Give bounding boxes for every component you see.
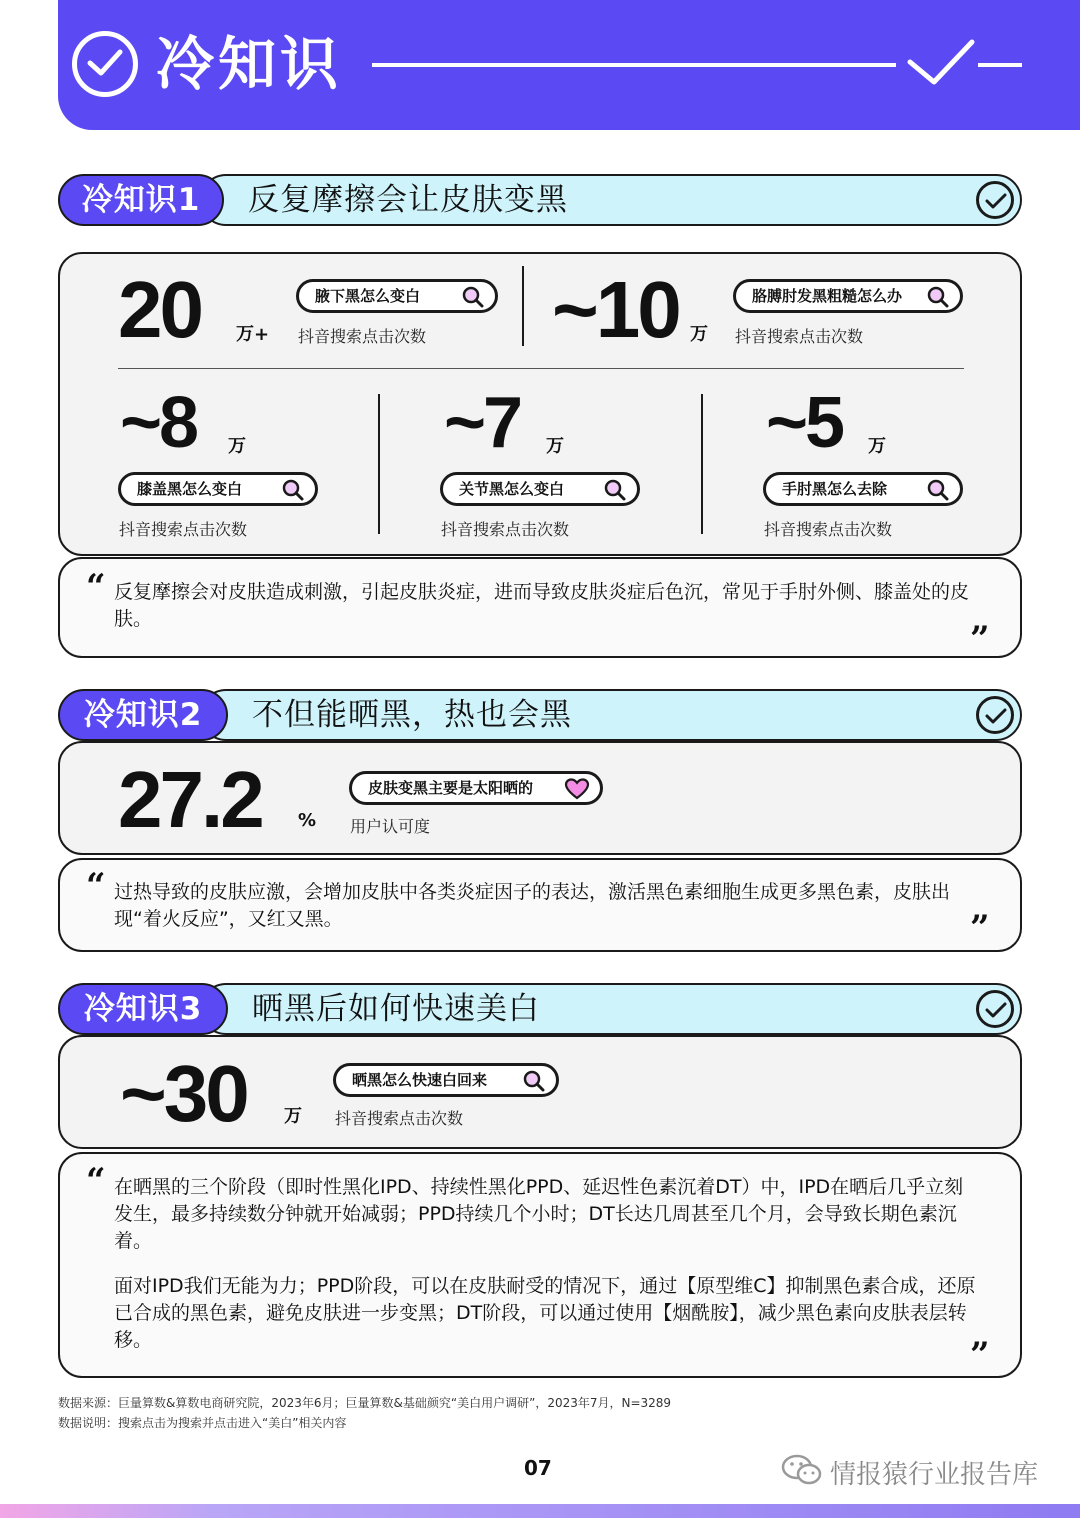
stat-caption: 抖音搜索点击次数: [119, 520, 248, 539]
check-icon: [906, 38, 976, 86]
data-note: 数据说明：搜索点击为搜索并点击进入“美白”相关内容: [58, 1416, 347, 1430]
section-title: 不但能晒黑，热也会黑: [252, 697, 572, 733]
stat-value: ~5: [766, 383, 843, 463]
divider: [378, 394, 380, 534]
search-icon: [603, 478, 627, 502]
search-pill: [440, 472, 640, 506]
stat-value: ~10: [552, 265, 679, 354]
check-circle-icon: [976, 181, 1014, 219]
section-title: 晒黑后如何快速美白: [252, 991, 540, 1027]
search-pill: [733, 279, 963, 313]
close-quote-icon: ”: [970, 1335, 990, 1375]
divider: [522, 266, 524, 346]
stat-value: 20: [118, 265, 201, 354]
quote-text: 在晒黑的三个阶段（即时性黑化IPD、持续性黑化PPD、延迟性色素沉着DT）中，IPD在晒后几乎立刻发生，最多持续数分钟就开始减弱；PPD持续几个小时；DT长达几周甚至几个月，会导致长期色素沉着。: [114, 1176, 964, 1252]
stat-caption: 抖音搜索点击次数: [298, 327, 427, 346]
page-number: 07: [524, 1456, 552, 1480]
stat-caption: 用户认可度: [350, 817, 431, 836]
bottom-gradient-bar: [0, 1504, 1080, 1518]
search-pill: [333, 1063, 559, 1097]
stat-value: 27.2: [118, 755, 262, 844]
stat-caption: 抖音搜索点击次数: [764, 520, 893, 539]
quote-text: 过热导致的皮肤应激，会增加皮肤中各类炎症因子的表达，激活黑色素细胞生成更多黑色素，皮肤出现“着火反应”，又红又黑。: [114, 881, 951, 930]
stat-value: ~8: [120, 383, 197, 463]
opinion-text: 皮肤变黑主要是太阳晒的: [368, 779, 534, 797]
check-circle-icon: [976, 696, 1014, 734]
search-query: 手肘黑怎么去除: [782, 480, 888, 498]
search-icon: [926, 285, 950, 309]
divider: [118, 368, 964, 369]
open-quote-icon: “: [86, 1161, 106, 1201]
stat-caption: 抖音搜索点击次数: [335, 1109, 464, 1128]
close-quote-icon: ”: [970, 619, 990, 659]
stat-unit: 万: [690, 324, 708, 345]
stat-unit: 万: [868, 436, 886, 457]
close-quote-icon: ”: [970, 908, 990, 948]
quote-text: 面对IPD我们无能为力；PPD阶段，可以在皮肤耐受的情况下，通过【原型维C】抑制黑色素合成，还原已合成的黑色素，避免皮肤进一步变黑；DT阶段，可以通过使用【烟酰胺】，减少黑色素向皮肤表层转移。: [114, 1275, 976, 1351]
stat-unit: 万+: [236, 324, 270, 345]
search-icon: [281, 478, 305, 502]
section-label: 冷知识2: [58, 689, 228, 741]
quote-text: 反复摩擦会对皮肤造成刺激，引起皮肤炎症，进而导致皮肤炎症后色沉，常见于手肘外侧、膝盖处的皮肤。: [114, 581, 970, 630]
stat-value: ~30: [120, 1049, 247, 1138]
stat-caption: 抖音搜索点击次数: [735, 327, 864, 346]
search-pill: [296, 279, 498, 313]
section-label: 冷知识1: [58, 174, 224, 226]
search-query: 腋下黑怎么变白: [315, 287, 421, 305]
stat-unit: %: [298, 810, 317, 831]
search-query: 晒黑怎么快速白回来: [352, 1071, 488, 1089]
data-source: 数据来源：巨量算数&算数电商研究院，2023年6月；巨量算数&基础颜究“美白用户调研”，2023年7月，N=3289: [58, 1396, 672, 1410]
search-query: 关节黑怎么变白: [459, 480, 565, 498]
search-pill: [763, 472, 963, 506]
search-query: 胳膊肘发黑粗糙怎么办: [752, 287, 903, 305]
search-query: 膝盖黑怎么变白: [137, 480, 243, 498]
stat-unit: 万: [284, 1106, 302, 1127]
check-circle-icon: [976, 990, 1014, 1028]
divider: [701, 394, 703, 534]
section-label: 冷知识3: [58, 983, 228, 1035]
section-title: 反复摩擦会让皮肤变黑: [248, 182, 568, 218]
search-pill: [118, 472, 318, 506]
header-line: [978, 63, 1022, 67]
opinion-pill: [349, 771, 603, 805]
check-circle-icon: [72, 31, 138, 97]
stat-unit: 万: [228, 436, 246, 457]
search-icon: [926, 478, 950, 502]
stat-value: ~7: [444, 383, 521, 463]
header-line: [372, 63, 896, 67]
page-title: 冷知识: [156, 30, 343, 98]
wechat-icon: [780, 1452, 824, 1488]
search-icon: [522, 1069, 546, 1093]
open-quote-icon: “: [86, 567, 106, 607]
stat-caption: 抖音搜索点击次数: [441, 520, 570, 539]
open-quote-icon: “: [86, 866, 106, 906]
stat-unit: 万: [546, 436, 564, 457]
search-icon: [461, 285, 485, 309]
watermark: 情报猿行业报告库: [830, 1460, 1039, 1490]
heart-icon: [564, 777, 590, 801]
